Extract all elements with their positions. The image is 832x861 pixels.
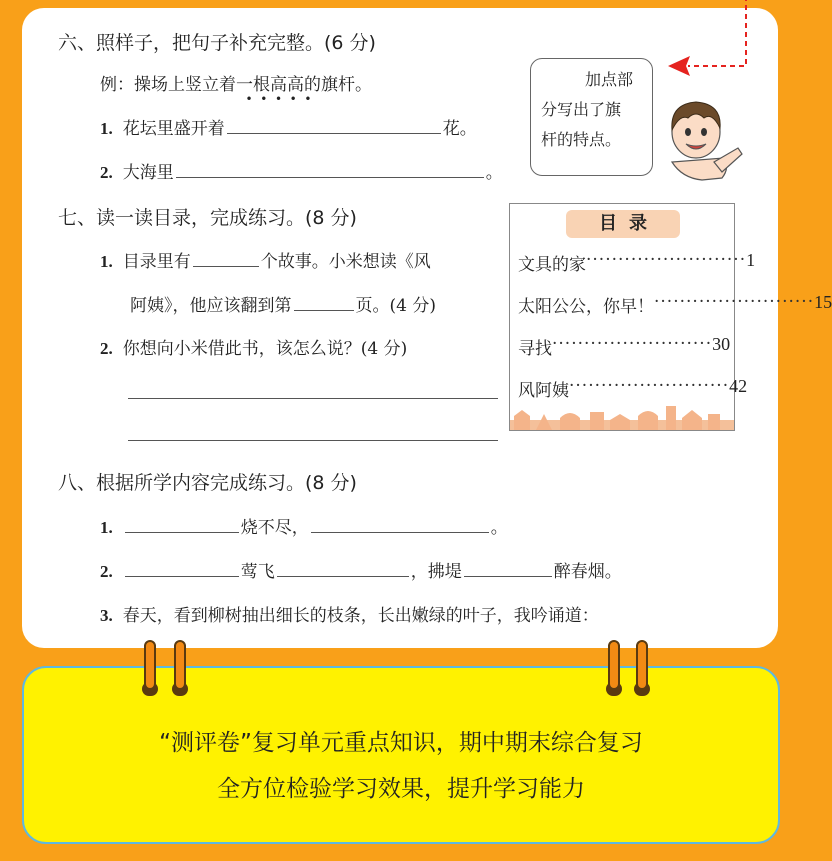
toc-row-page: 1 (746, 250, 756, 270)
s6-q1-blank[interactable] (227, 116, 441, 134)
s7-q1-line2 (130, 291, 436, 316)
s8-q3-number: 3. (100, 606, 113, 625)
toc-row (518, 292, 832, 317)
s7-q1-a: 目录里有 (122, 252, 191, 272)
s7-q1-b: 个故事。小米想读《风 (260, 252, 431, 272)
s8-q1-blank1[interactable] (125, 515, 239, 533)
hint-line-2: 分写出了旗 (541, 100, 622, 119)
s6-example-pre: 例：操场上竖立着 (100, 75, 236, 95)
s6-example (100, 70, 372, 106)
toc-row (518, 334, 731, 359)
s8-q2-blank1[interactable] (125, 559, 239, 577)
s6-example-dotted (236, 75, 321, 106)
s6-q2 (100, 158, 503, 183)
s8-q2-a: 莺飞 (240, 562, 275, 582)
emphasis-dots-icon: • • • • • (245, 92, 312, 106)
s8-q3-text: 春天，看到柳树抽出细长的枝条，长出嫩绿的叶子，我吟诵道： (122, 606, 599, 626)
toc-row-title: 文具的家 (518, 255, 586, 275)
hint-line-1: 加点部 (585, 70, 634, 89)
toc-leader-dots: ························· (654, 292, 815, 312)
table-of-contents (509, 203, 832, 431)
toc-row-page: 15 (814, 292, 832, 312)
s6-q2-pre: 大海里 (122, 163, 174, 183)
hint-line-3: 杆的特点。 (541, 130, 622, 149)
s6-q1-number: 1. (100, 119, 113, 138)
s7-q2 (100, 334, 407, 359)
s8-q2-b: ，拂堤 (410, 562, 462, 582)
binder-ring-icon (608, 640, 620, 690)
s8-q2 (100, 557, 622, 582)
s8-q2-blank2[interactable] (277, 559, 409, 577)
section-7-heading: 七、读一读目录，完成练习。(8 分) (58, 207, 357, 229)
boy-cartoon-icon (652, 92, 744, 184)
s7-q2-answer-line-1[interactable] (128, 398, 498, 399)
binder-ring-icon (636, 640, 648, 690)
toc-row (518, 250, 756, 275)
toc-row-title: 风阿姨 (518, 381, 569, 401)
s6-q1 (100, 114, 477, 139)
s6-q1-pre: 花坛里盛开着 (122, 119, 225, 139)
toc-row (518, 376, 748, 401)
section-8-heading: 八、根据所学内容完成练习。(8 分) (58, 472, 357, 494)
toc-title: 目录 (566, 210, 680, 238)
s6-q2-post: 。 (485, 163, 503, 183)
toc-row-page: 30 (712, 334, 731, 354)
s8-q3 (100, 601, 599, 626)
s7-q2-text: 你想向小米借此书，该怎么说？(4 分) (122, 339, 408, 359)
s6-example-dotted-text: 一根高高的 (236, 75, 321, 95)
s7-q1-line1 (100, 247, 431, 272)
s8-q1-b: 。 (490, 518, 508, 538)
section-6-heading: 六、照样子，把句子补充完整。(6 分) (58, 32, 376, 54)
s7-q1-d: 页。(4 分) (355, 296, 436, 316)
toc-leader-dots: ························· (586, 250, 747, 270)
red-arrow-icon (668, 0, 748, 70)
s6-q2-blank[interactable] (176, 160, 484, 178)
banner-line-1: “测评卷”复习单元重点知识，期中期末综合复习 (159, 730, 643, 756)
s8-q1-blank2[interactable] (311, 515, 489, 533)
s7-q1-c: 阿姨》，他应该翻到第 (130, 296, 292, 316)
s7-q1-blank2[interactable] (294, 293, 354, 311)
binder-ring-icon (174, 640, 186, 690)
toc-row-page: 42 (729, 376, 748, 396)
toc-leader-dots: ························· (569, 376, 730, 396)
toc-leader-dots: ························· (552, 334, 713, 354)
s8-q2-c: 醉春烟。 (553, 562, 622, 582)
s8-q1 (100, 513, 508, 538)
s7-q1-blank1[interactable] (193, 249, 259, 267)
s8-q1-number: 1. (100, 518, 113, 537)
hint-bubble (530, 58, 653, 176)
banner-line-2: 全方位检验学习效果，提升学习能力 (217, 776, 585, 802)
s6-q1-post: 花。 (442, 119, 477, 139)
s8-q2-number: 2. (100, 562, 113, 581)
s8-q1-a: 烧不尽， (240, 518, 309, 538)
toc-row-title: 太阳公公，你早！ (518, 297, 654, 317)
s6-example-post: 旗杆。 (321, 75, 372, 95)
s7-q2-number: 2. (100, 339, 113, 358)
s7-q1-number: 1. (100, 252, 113, 271)
binder-ring-icon (144, 640, 156, 690)
toc-row-title: 寻找 (518, 339, 552, 359)
promo-banner (22, 666, 780, 844)
skyline-decoration-icon (510, 400, 734, 430)
s6-q2-number: 2. (100, 163, 113, 182)
s7-q2-answer-line-2[interactable] (128, 440, 498, 441)
s8-q2-blank3[interactable] (464, 559, 552, 577)
